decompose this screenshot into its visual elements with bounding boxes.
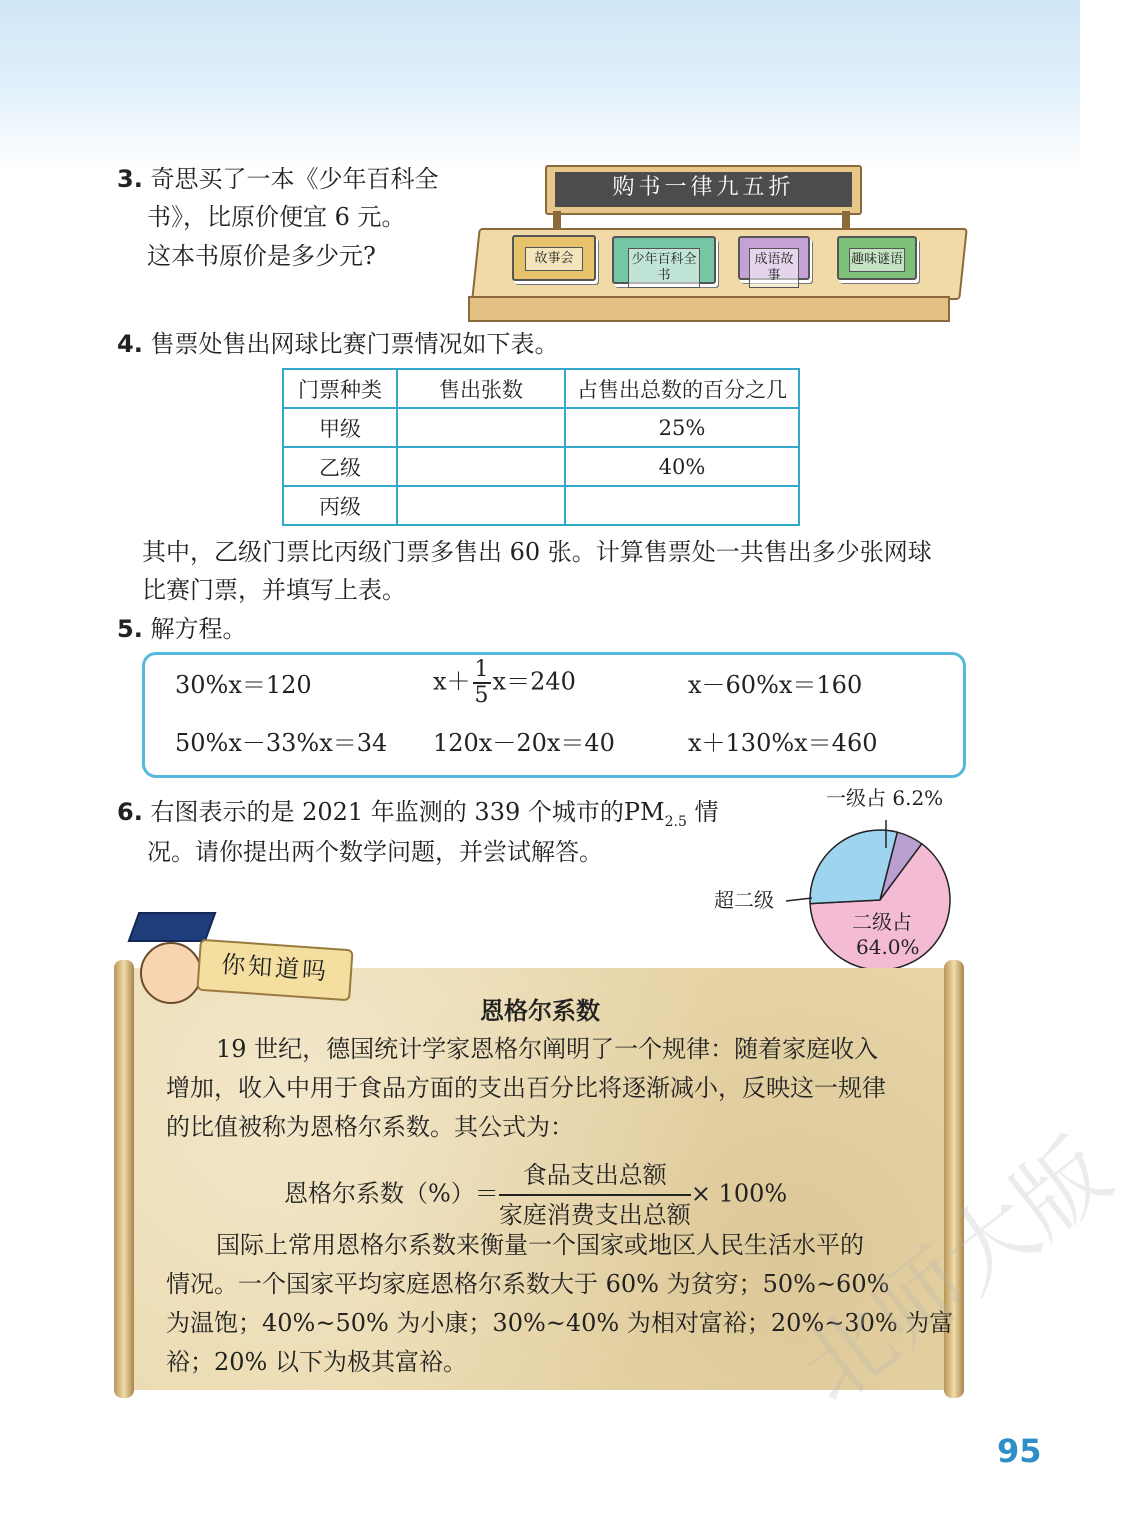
problem-4-intro-text: 售票处售出网球比赛门票情况如下表。 (150, 330, 559, 358)
problem-6-number: 6. (117, 798, 143, 826)
problem-3-line-1 (117, 160, 438, 198)
problem-5-intro (117, 610, 246, 648)
graduation-cap-icon (128, 912, 217, 942)
table-header-cell: 门票种类 (283, 369, 397, 408)
publisher-watermark: 北师大版 (781, 1119, 1130, 1424)
did-you-know-banner: 你知道吗 (196, 939, 353, 1002)
table-cell: 40% (565, 447, 799, 486)
pie-label-level2-value: 64.0% (856, 935, 920, 959)
book-encyclopedia (612, 236, 716, 284)
table-cell-blank[interactable] (397, 408, 565, 447)
info-paragraph-2-line-3: 为温饱；40%~50% 为小康；30%~40% 为相对富裕；20%~30% 为富 (166, 1309, 954, 1337)
table-header-row (283, 369, 799, 408)
table-header-cell: 售出张数 (397, 369, 565, 408)
problem-4-after-1: 其中，乙级门票比丙级门票多售出 60 张。计算售票处一共售出多少张网球 (142, 538, 932, 566)
problem-4-number: 4. (117, 330, 143, 358)
problem-4-after-2: 比赛门票，并填写上表。 (142, 576, 406, 604)
equation-5: 120x－20x＝40 (433, 729, 615, 757)
pie-label-over: 超二级 (714, 888, 774, 912)
problem-4-intro (117, 325, 558, 363)
info-paragraph-2-line-4: 裕；20% 以下为极其富裕。 (166, 1348, 467, 1376)
problem-3-text-1: 奇思买了一本《少年百科全 (150, 165, 439, 193)
formula-numerator: 食品支出总额 (499, 1156, 691, 1196)
problem-6-line-2: 况。请你提出两个数学问题，并尝试解答。 (147, 838, 603, 866)
info-paragraph-2-line-1: 国际上常用恩格尔系数来衡量一个国家或地区人民生活水平的 (216, 1231, 864, 1259)
equation-4: 50%x－33%x＝34 (175, 729, 388, 757)
formula-denominator: 家庭消费支出总额 (498, 1201, 691, 1229)
book-story (512, 235, 596, 281)
table-cell: 丙级 (283, 486, 397, 525)
book-story-title: 故事会 (525, 247, 583, 271)
page-number: 95 (997, 1432, 1042, 1470)
fraction-numerator: 1 (474, 657, 489, 682)
formula-left: 恩格尔系数（%）＝ (284, 1179, 499, 1208)
equation-6: x＋130%x＝460 (688, 729, 878, 757)
info-paragraph-2-line-2: 情况。一个国家平均家庭恩格尔系数大于 60% 为贫穷；50%~60% (166, 1270, 890, 1298)
pie-label-level2-name: 二级占 (852, 910, 912, 934)
equation-2-right: x＝240 (492, 667, 576, 696)
book-riddle (837, 236, 917, 280)
engel-formula (284, 1156, 787, 1234)
table-cell-blank[interactable] (397, 486, 565, 525)
book-idiom-title: 成语故事 (749, 248, 799, 288)
equation-2-left: x＋ (433, 667, 471, 696)
problem-5-intro-text: 解方程。 (150, 615, 247, 643)
header-band (0, 0, 1080, 170)
over-leader-line (786, 898, 812, 901)
table-cell: 甲级 (283, 408, 397, 447)
problem-3-line-3: 这本书原价是多少元? (147, 242, 376, 270)
table-row (283, 408, 799, 447)
pie-label-level1: 一级占 6.2% (826, 786, 944, 810)
table-cell-blank[interactable] (397, 447, 565, 486)
info-paragraph-1-line-3: 的比值被称为恩格尔系数。其公式为： (166, 1113, 574, 1141)
fraction-denominator: 5 (474, 683, 489, 708)
table-cell: 25% (565, 408, 799, 447)
table-cell: 乙级 (283, 447, 397, 486)
equation-2 (433, 658, 576, 708)
ticket-table (282, 368, 800, 526)
problem-3-line-2: 书》，比原价便宜 6 元。 (147, 203, 406, 231)
info-paragraph-1-line-1: 19 世纪，德国统计学家恩格尔阐明了一个规律：随着家庭收入 (216, 1035, 879, 1063)
formula-right: × 100% (690, 1179, 788, 1208)
table-row (283, 486, 799, 525)
book-encyclopedia-title: 少年百科全书 (628, 248, 700, 288)
equation-2-fraction (473, 658, 491, 708)
discount-sign-text: 购书一律九五折 (555, 172, 852, 207)
info-title: 恩格尔系数 (480, 996, 600, 1025)
problem-6-text-1-end: 情 (686, 798, 719, 826)
pm-subscript: 2.5 (664, 813, 687, 830)
formula-fraction (499, 1156, 691, 1234)
table-header-cell: 占售出总数的百分之几 (565, 369, 799, 408)
problem-6-text-1: 右图表示的是 2021 年监测的 339 个城市的PM (150, 798, 665, 826)
equation-3: x－60%x＝160 (688, 671, 863, 699)
equation-1: 30%x＝120 (175, 671, 312, 699)
table-cell-blank[interactable] (565, 486, 799, 525)
problem-5-number: 5. (117, 615, 143, 643)
problem-3-number: 3. (117, 165, 143, 193)
info-paragraph-1-line-2: 增加，收入中用于食品方面的支出百分比将逐渐减小，反映这一规律 (166, 1074, 886, 1102)
desk-front (468, 296, 950, 322)
book-riddle-title: 趣味谜语 (849, 248, 904, 272)
book-idiom (738, 236, 810, 283)
table-row (283, 447, 799, 486)
discount-sign (545, 165, 862, 215)
